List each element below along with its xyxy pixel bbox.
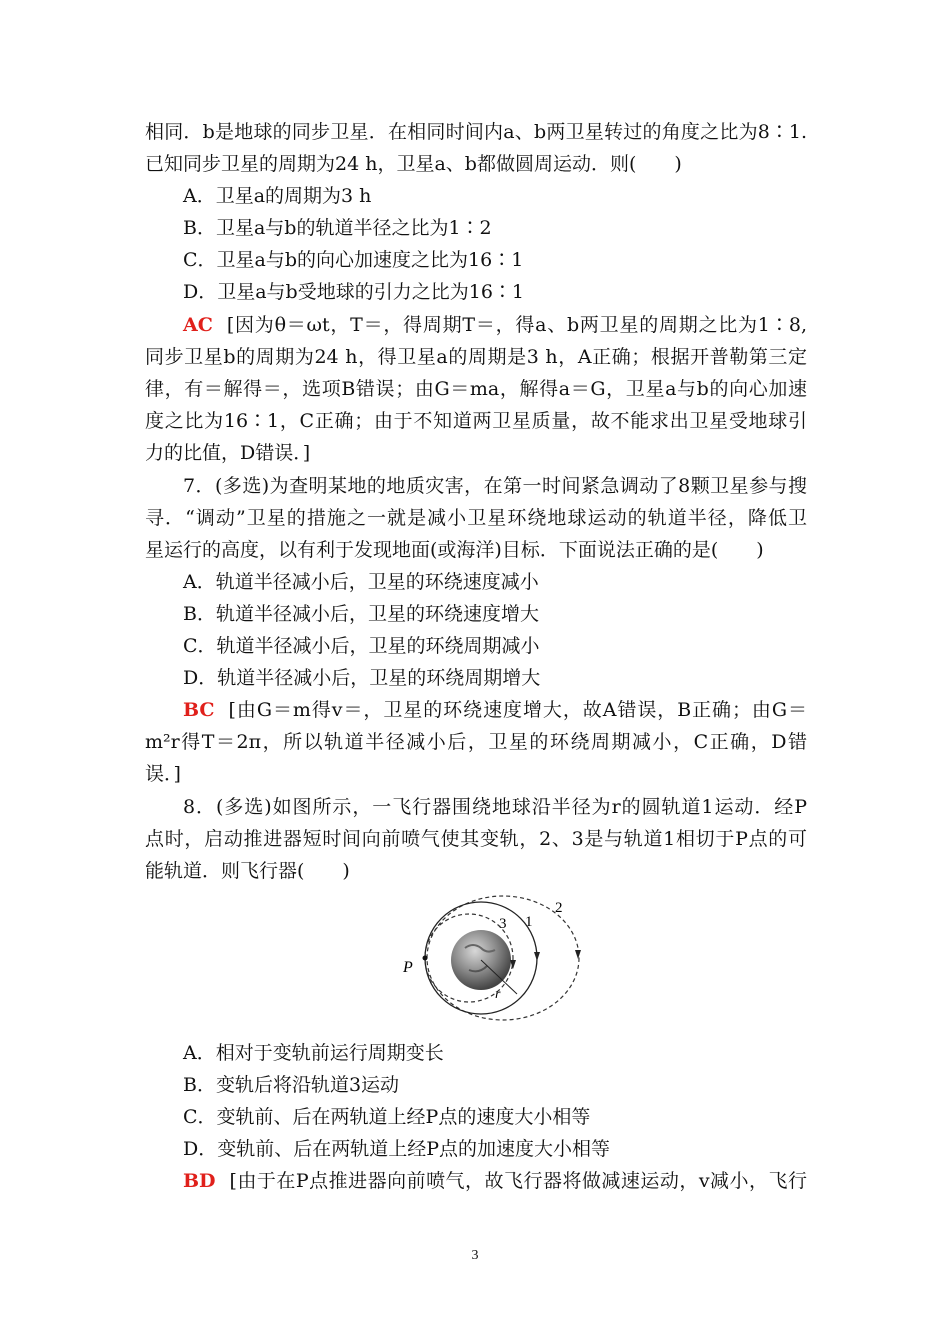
orbit-2-arrow [575, 950, 581, 959]
label-orbit-2: 2 [555, 900, 563, 916]
option-c: C．轨道半径减小后，卫星的环绕周期减小 [183, 635, 540, 657]
text-line: 相同．b是地球的同步卫星．在相同时间内a、b两卫星转过的角度之比为8∶1. [145, 121, 807, 143]
question-stem: 能轨道．则飞行器( ) [145, 860, 350, 882]
orbit-3-arrow [510, 960, 516, 969]
option-b: B．卫星a与b的轨道半径之比为1∶2 [183, 217, 492, 239]
option-a: A．相对于变轨前运行周期变长 [183, 1042, 444, 1064]
option-b: B．轨道半径减小后，卫星的环绕速度增大 [183, 603, 539, 625]
explanation-line: 度之比为16∶1，C正确；由于不知道两卫星质量，故不能求出卫星受地球引 [145, 410, 807, 432]
option-d: D．变轨前、后在两轨道上经P点的加速度大小相等 [183, 1138, 611, 1160]
explanation-line [183, 313, 807, 337]
label-p: P [403, 959, 413, 976]
answer-badge: BD [183, 1170, 216, 1192]
explanation-text: [因为θ＝ωt，T＝，得周期T＝，得a、b两卫星的周期之比为1∶8, [226, 314, 807, 336]
text-line: 已知同步卫星的周期为24 h，卫星a、b都做圆周运动．则( ) [145, 153, 682, 175]
page-number: 3 [471, 1248, 479, 1263]
explanation-line: 力的比值，D错误．] [145, 442, 311, 464]
question-stem: 8．(多选)如图所示，一飞行器围绕地球沿半径为r的圆轨道1运动．经P [183, 796, 807, 818]
option-d: D．轨道半径减小后，卫星的环绕周期增大 [183, 667, 541, 689]
option-a: A．卫星a的周期为3 h [183, 185, 372, 207]
point-p [423, 956, 428, 961]
explanation-text: [由于在P点推进器向前喷气，故飞行器将做减速运动，v减小，飞行 [229, 1170, 807, 1192]
question-stem: 寻．“调动”卫星的措施之一就是减小卫星环绕地球运动的轨道半径，降低卫 [145, 507, 807, 529]
option-c: C．变轨前、后在两轨道上经P点的速度大小相等 [183, 1106, 591, 1128]
question-stem: 星运行的高度，以有利于发现地面(或海洋)目标．下面说法正确的是( ) [145, 539, 764, 561]
explanation-line [183, 1169, 807, 1193]
explanation-line: 误．] [145, 763, 181, 785]
orbit-diagram [395, 890, 595, 1030]
explanation-text: [由G＝m得v＝，卫星的环绕速度增大，故A错误，B正确；由G＝ [228, 699, 807, 721]
explanation-line: 律，有＝解得＝，选项B错误；由G＝ma，解得a＝G，卫星a与b的向心加速 [145, 378, 807, 400]
question-stem: 7．(多选)为查明某地的地质灾害，在第一时间紧急调动了8颗卫星参与搜 [183, 475, 807, 497]
option-d: D．卫星a与b受地球的引力之比为16∶1 [183, 281, 524, 303]
question-stem: 点时，启动推进器短时间向前喷气使其变轨，2、3是与轨道1相切于P点的可 [145, 828, 807, 850]
option-c: C．卫星a与b的向心加速度之比为16∶1 [183, 249, 524, 271]
option-a: A．轨道半径减小后，卫星的环绕速度减小 [183, 571, 539, 593]
label-orbit-1: 1 [525, 914, 533, 930]
answer-badge: AC [183, 314, 213, 336]
option-b: B．变轨后将沿轨道3运动 [183, 1074, 400, 1096]
label-orbit-3: 3 [499, 916, 507, 932]
explanation-line [183, 698, 807, 722]
orbit-1-arrow [534, 952, 540, 961]
label-r: r [495, 987, 501, 1002]
explanation-line: m²r得T＝2π，所以轨道半径减小后，卫星的环绕周期减小，C正确，D错 [145, 731, 807, 753]
explanation-line: 同步卫星b的周期为24 h，得卫星a的周期是3 h，A正确；根据开普勒第三定 [145, 346, 807, 368]
answer-badge: BC [183, 699, 215, 721]
